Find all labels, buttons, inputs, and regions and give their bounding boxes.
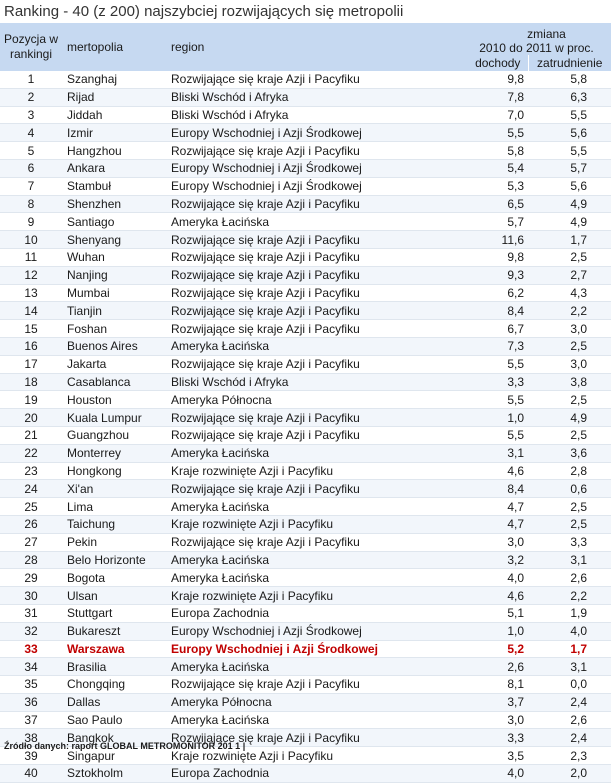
region-cell: Rozwijające się kraje Azji i Pacyfiku [166, 71, 468, 88]
employment-cell: 4,9 [528, 213, 611, 231]
employment-cell: 4,9 [528, 409, 611, 427]
city-cell: Pekin [62, 533, 166, 551]
income-cell: 3,3 [468, 373, 528, 391]
rank-cell: 21 [0, 426, 62, 444]
region-cell: Rozwijające się kraje Azji i Pacyfiku [166, 266, 468, 284]
region-cell: Rozwijające się kraje Azji i Pacyfiku [166, 355, 468, 373]
rank-cell: 39 [0, 747, 62, 765]
city-cell: Hangzhou [62, 142, 166, 160]
region-cell: Ameryka Łacińska [166, 551, 468, 569]
table-row [0, 480, 611, 498]
rank-cell: 24 [0, 480, 62, 498]
table-row [0, 248, 611, 266]
city-cell: Tianjin [62, 302, 166, 320]
table-row [0, 444, 611, 462]
table-row [0, 355, 611, 373]
table-row [0, 658, 611, 676]
income-cell: 9,8 [468, 71, 528, 88]
region-cell: Ameryka Łacińska [166, 444, 468, 462]
region-cell: Europy Wschodniej i Azji Środkowej [166, 124, 468, 142]
city-cell: Chongqing [62, 676, 166, 694]
employment-cell: 1,9 [528, 604, 611, 622]
employment-cell: 3,3 [528, 533, 611, 551]
income-cell: 1,0 [468, 409, 528, 427]
table-row [0, 231, 611, 249]
city-cell: Houston [62, 391, 166, 409]
city-cell: Mumbai [62, 284, 166, 302]
income-cell: 4,0 [468, 765, 528, 783]
rank-cell: 14 [0, 302, 62, 320]
city-cell: Ankara [62, 159, 166, 177]
employment-cell: 6,3 [528, 88, 611, 106]
rank-cell: 17 [0, 355, 62, 373]
rank-cell: 11 [0, 248, 62, 266]
region-cell: Bliski Wschód i Afryka [166, 88, 468, 106]
region-cell: Rozwijające się kraje Azji i Pacyfiku [166, 248, 468, 266]
rank-cell: 5 [0, 142, 62, 160]
table-row [0, 426, 611, 444]
income-cell: 8,4 [468, 302, 528, 320]
city-cell: Jiddah [62, 106, 166, 124]
table-row [0, 711, 611, 729]
table-row [0, 693, 611, 711]
employment-cell: 2,2 [528, 302, 611, 320]
employment-cell: 3,0 [528, 355, 611, 373]
employment-cell: 2,7 [528, 266, 611, 284]
income-cell: 3,1 [468, 444, 528, 462]
city-cell: Belo Horizonte [62, 551, 166, 569]
city-cell: Santiago [62, 213, 166, 231]
city-cell: Sao Paulo [62, 711, 166, 729]
income-cell: 3,0 [468, 711, 528, 729]
header-rank: Pozycja w rankingi [0, 23, 62, 71]
income-cell: 2,6 [468, 658, 528, 676]
rank-cell: 19 [0, 391, 62, 409]
employment-cell: 2,5 [528, 337, 611, 355]
header-change [468, 23, 611, 55]
employment-cell: 2,6 [528, 711, 611, 729]
income-cell: 9,8 [468, 248, 528, 266]
header-row [0, 23, 611, 55]
income-cell: 11,6 [468, 231, 528, 249]
income-cell: 3,7 [468, 693, 528, 711]
employment-cell: 2,0 [528, 765, 611, 783]
employment-cell: 5,5 [528, 106, 611, 124]
city-cell: Bogota [62, 569, 166, 587]
header-employment: zatrudnienie [528, 55, 611, 71]
page-title: Ranking - 40 (z 200) najszybciej rozwijających się metropolii [4, 3, 404, 20]
income-cell: 3,5 [468, 747, 528, 765]
employment-cell: 2,4 [528, 693, 611, 711]
city-cell: Monterrey [62, 444, 166, 462]
region-cell: Ameryka Północna [166, 693, 468, 711]
city-cell: Casablanca [62, 373, 166, 391]
region-cell: Rozwijające się kraje Azji i Pacyfiku [166, 231, 468, 249]
table-row [0, 765, 611, 783]
city-cell: Ulsan [62, 587, 166, 605]
region-cell: Rozwijające się kraje Azji i Pacyfiku [166, 409, 468, 427]
rank-cell: 37 [0, 711, 62, 729]
employment-cell: 1,7 [528, 640, 611, 658]
income-cell: 5,1 [468, 604, 528, 622]
employment-cell: 2,8 [528, 462, 611, 480]
employment-cell: 4,0 [528, 622, 611, 640]
rank-cell: 3 [0, 106, 62, 124]
region-cell: Europy Wschodniej i Azji Środkowej [166, 159, 468, 177]
table-row [0, 462, 611, 480]
region-cell: Rozwijające się kraje Azji i Pacyfiku [166, 302, 468, 320]
table-row [0, 159, 611, 177]
employment-cell: 2,6 [528, 569, 611, 587]
region-cell: Ameryka Łacińska [166, 337, 468, 355]
income-cell: 9,3 [468, 266, 528, 284]
income-cell: 5,3 [468, 177, 528, 195]
income-cell: 5,7 [468, 213, 528, 231]
employment-cell: 2,5 [528, 498, 611, 516]
city-cell: Xi'an [62, 480, 166, 498]
city-cell: Brasilia [62, 658, 166, 676]
employment-cell: 4,9 [528, 195, 611, 213]
city-cell: Lima [62, 498, 166, 516]
city-cell: Wuhan [62, 248, 166, 266]
region-cell: Europy Wschodniej i Azji Środkowej [166, 622, 468, 640]
region-cell: Ameryka Północna [166, 391, 468, 409]
city-cell: Nanjing [62, 266, 166, 284]
rank-cell: 23 [0, 462, 62, 480]
city-cell: Jakarta [62, 355, 166, 373]
income-cell: 3,0 [468, 533, 528, 551]
employment-cell: 1,7 [528, 231, 611, 249]
income-cell: 1,0 [468, 622, 528, 640]
rank-cell: 26 [0, 515, 62, 533]
rank-cell: 38 [0, 729, 62, 747]
employment-cell: 2,3 [528, 747, 611, 765]
income-cell: 6,2 [468, 284, 528, 302]
city-cell: Shenyang [62, 231, 166, 249]
city-cell: Taichung [62, 515, 166, 533]
rank-cell: 12 [0, 266, 62, 284]
income-cell: 3,3 [468, 729, 528, 747]
income-cell: 6,5 [468, 195, 528, 213]
rank-cell: 9 [0, 213, 62, 231]
rank-cell: 7 [0, 177, 62, 195]
income-cell: 5,5 [468, 391, 528, 409]
region-cell: Rozwijające się kraje Azji i Pacyfiku [166, 676, 468, 694]
income-cell: 4,6 [468, 587, 528, 605]
employment-cell: 5,6 [528, 177, 611, 195]
employment-cell: 3,6 [528, 444, 611, 462]
region-cell: Rozwijające się kraje Azji i Pacyfiku [166, 426, 468, 444]
table-row [0, 569, 611, 587]
city-cell: Bukareszt [62, 622, 166, 640]
city-cell: Bangkok [62, 729, 166, 747]
employment-cell: 0,6 [528, 480, 611, 498]
ranking-table [0, 23, 611, 783]
employment-cell: 2,5 [528, 515, 611, 533]
header-city: mertopolia [62, 23, 166, 71]
table-row [0, 391, 611, 409]
table-row [0, 266, 611, 284]
rank-cell: 25 [0, 498, 62, 516]
city-cell: Singapur [62, 747, 166, 765]
table-row [0, 604, 611, 622]
region-cell: Rozwijające się kraje Azji i Pacyfiku [166, 480, 468, 498]
region-cell: Europa Zachodnia [166, 604, 468, 622]
rank-cell: 1 [0, 71, 62, 88]
rank-cell: 22 [0, 444, 62, 462]
employment-cell: 2,5 [528, 391, 611, 409]
rank-cell: 27 [0, 533, 62, 551]
income-cell: 8,1 [468, 676, 528, 694]
table-row [0, 409, 611, 427]
table-row [0, 302, 611, 320]
header-income: dochody [468, 55, 528, 71]
income-cell: 5,4 [468, 159, 528, 177]
income-cell: 5,2 [468, 640, 528, 658]
table-row [0, 533, 611, 551]
table-row [0, 373, 611, 391]
income-cell: 4,7 [468, 515, 528, 533]
table-row [0, 106, 611, 124]
employment-cell: 5,7 [528, 159, 611, 177]
city-cell: Guangzhou [62, 426, 166, 444]
income-cell: 4,0 [468, 569, 528, 587]
income-cell: 5,5 [468, 426, 528, 444]
rank-cell: 20 [0, 409, 62, 427]
source-footer: Źródło danych: raport GLOBAL METROMONITOR 201 1 | [4, 741, 246, 751]
table-row [0, 551, 611, 569]
table-row [0, 88, 611, 106]
table-row [0, 320, 611, 338]
city-cell: Szanghaj [62, 71, 166, 88]
table-row [0, 71, 611, 88]
region-cell: Kraje rozwinięte Azji i Pacyfiku [166, 462, 468, 480]
table-row [0, 498, 611, 516]
city-cell: Stuttgart [62, 604, 166, 622]
region-cell: Bliski Wschód i Afryka [166, 373, 468, 391]
rank-cell: 4 [0, 124, 62, 142]
employment-cell: 3,1 [528, 551, 611, 569]
employment-cell: 3,8 [528, 373, 611, 391]
income-cell: 8,4 [468, 480, 528, 498]
city-cell: Rijad [62, 88, 166, 106]
table-row [0, 587, 611, 605]
region-cell: Rozwijające się kraje Azji i Pacyfiku [166, 142, 468, 160]
income-cell: 7,8 [468, 88, 528, 106]
region-cell: Ameryka Łacińska [166, 658, 468, 676]
income-cell: 5,5 [468, 124, 528, 142]
table-row [0, 195, 611, 213]
rank-cell: 32 [0, 622, 62, 640]
income-cell: 3,2 [468, 551, 528, 569]
employment-cell: 4,3 [528, 284, 611, 302]
table-row [0, 676, 611, 694]
income-cell: 5,8 [468, 142, 528, 160]
city-cell: Sztokholm [62, 765, 166, 783]
employment-cell: 5,8 [528, 71, 611, 88]
city-cell: Hongkong [62, 462, 166, 480]
table-row [0, 622, 611, 640]
rank-cell: 36 [0, 693, 62, 711]
table-row [0, 284, 611, 302]
employment-cell: 5,6 [528, 124, 611, 142]
employment-cell: 2,5 [528, 248, 611, 266]
region-cell: Rozwijające się kraje Azji i Pacyfiku [166, 320, 468, 338]
employment-cell: 2,2 [528, 587, 611, 605]
rank-cell: 15 [0, 320, 62, 338]
region-cell: Bliski Wschód i Afryka [166, 106, 468, 124]
rank-cell: 16 [0, 337, 62, 355]
income-cell: 6,7 [468, 320, 528, 338]
table-row [0, 124, 611, 142]
table-row [0, 142, 611, 160]
rank-cell: 29 [0, 569, 62, 587]
region-cell: Rozwijające się kraje Azji i Pacyfiku [166, 729, 468, 747]
employment-cell: 3,1 [528, 658, 611, 676]
city-cell: Buenos Aires [62, 337, 166, 355]
region-cell: Europy Wschodniej i Azji Środkowej [166, 177, 468, 195]
rank-cell: 30 [0, 587, 62, 605]
region-cell: Ameryka Łacińska [166, 498, 468, 516]
table-row [0, 640, 611, 658]
region-cell: Rozwijające się kraje Azji i Pacyfiku [166, 284, 468, 302]
rank-cell: 35 [0, 676, 62, 694]
rank-cell: 6 [0, 159, 62, 177]
employment-cell: 3,0 [528, 320, 611, 338]
rank-cell: 2 [0, 88, 62, 106]
header-region: region [166, 23, 468, 71]
rank-cell: 18 [0, 373, 62, 391]
region-cell: Kraje rozwinięte Azji i Pacyfiku [166, 515, 468, 533]
income-cell: 4,6 [468, 462, 528, 480]
rank-cell: 8 [0, 195, 62, 213]
city-cell: Warszawa [62, 640, 166, 658]
region-cell: Ameryka Łacińska [166, 213, 468, 231]
region-cell: Kraje rozwinięte Azji i Pacyfiku [166, 747, 468, 765]
table-row [0, 177, 611, 195]
city-cell: Shenzhen [62, 195, 166, 213]
rank-cell: 28 [0, 551, 62, 569]
region-cell: Rozwijające się kraje Azji i Pacyfiku [166, 533, 468, 551]
city-cell: Kuala Lumpur [62, 409, 166, 427]
region-cell: Kraje rozwinięte Azji i Pacyfiku [166, 587, 468, 605]
income-cell: 7,3 [468, 337, 528, 355]
rank-cell: 40 [0, 765, 62, 783]
table-row [0, 337, 611, 355]
region-cell: Rozwijające się kraje Azji i Pacyfiku [166, 195, 468, 213]
header-change-label: zmiana [527, 27, 566, 41]
region-cell: Ameryka Łacińska [166, 711, 468, 729]
rank-cell: 33 [0, 640, 62, 658]
table-body [0, 71, 611, 782]
rank-cell: 13 [0, 284, 62, 302]
employment-cell: 2,4 [528, 729, 611, 747]
rank-cell: 34 [0, 658, 62, 676]
region-cell: Europy Wschodniej i Azji Środkowej [166, 640, 468, 658]
rank-cell: 10 [0, 231, 62, 249]
employment-cell: 0,0 [528, 676, 611, 694]
header-change-period: 2010 do 2011 w proc. [479, 41, 594, 55]
city-cell: Stambuł [62, 177, 166, 195]
income-cell: 7,0 [468, 106, 528, 124]
income-cell: 4,7 [468, 498, 528, 516]
city-cell: Dallas [62, 693, 166, 711]
city-cell: Izmir [62, 124, 166, 142]
region-cell: Ameryka Łacińska [166, 569, 468, 587]
region-cell: Europa Zachodnia [166, 765, 468, 783]
employment-cell: 2,5 [528, 426, 611, 444]
income-cell: 5,5 [468, 355, 528, 373]
table-row [0, 515, 611, 533]
rank-cell: 31 [0, 604, 62, 622]
employment-cell: 5,5 [528, 142, 611, 160]
table-row [0, 213, 611, 231]
table-header [0, 23, 611, 71]
city-cell: Foshan [62, 320, 166, 338]
